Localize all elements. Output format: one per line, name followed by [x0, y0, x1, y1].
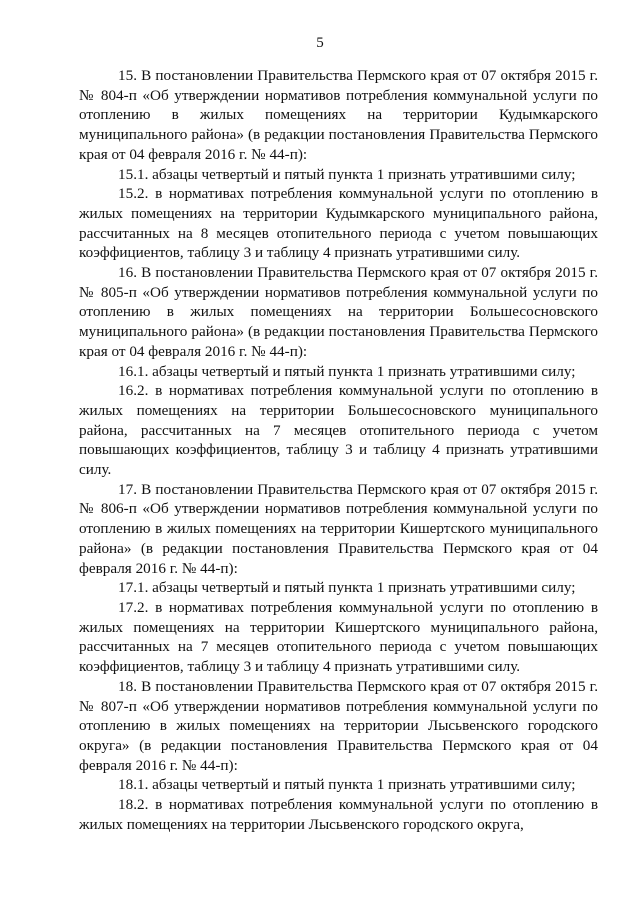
- page-number: 5: [316, 35, 324, 51]
- paragraph-16-2: 16.2. в нормативах потребления коммунальной услуги по отоплению в жилых помещениях на территории Большесосновского муниципального района, рассчитанных на 7 месяцев отопительного периода с учетом повышающих коэффициентов, таблицу 3 и таблицу 4 признать утратившими силу.: [79, 382, 598, 479]
- paragraph-16: 16. В постановлении Правительства Пермского края от 07 октября 2015 г. № 805-п «Об утверждении нормативов потребления коммунальной услуги по отоплению в жилых помещениях на территории Большесосновского муниципального района» (в редакции постановления Правительства Пермского края от 04 февраля 2016 г. № 44-п):: [79, 264, 598, 360]
- paragraph-15: 15. В постановлении Правительства Пермского края от 07 октября 2015 г. № 804-п «Об утверждении нормативов потребления коммунальной услуги по отоплению в жилых помещениях на территории Кудымкарского муниципального района» (в редакции постановления Правительства Пермского края от 04 февраля 2016 г. № 44-п):: [79, 67, 598, 163]
- paragraph-17-1: 17.1. абзацы четвертый и пятый пункта 1 признать утратившими силу;: [118, 579, 576, 597]
- paragraph-17-2: 17.2. в нормативах потребления коммунальной услуги по отоплению в жилых помещениях на территории Кишертского муниципального района, рассчитанных на 7 месяцев отопительного периода с учетом повышающих коэффициентов, таблицу 3 и таблицу 4 признать утратившими силу.: [79, 598, 598, 676]
- paragraph-18: 18. В постановлении Правительства Пермского края от 07 октября 2015 г. № 807-п «Об утверждении нормативов потребления коммунальной услуги по отоплению в жилых помещениях на территории Лысьвенского городского округа» (в редакции постановления Правительства Пермского края от 04 февраля 2016 г. № 44-п):: [79, 677, 598, 774]
- paragraph-17: 17. В постановлении Правительства Пермского края от 07 октября 2015 г. № 806-п «Об утверждении нормативов потребления коммунальной услуги по отоплению в жилых помещениях на территории Кишертского муниципального района» (в редакции постановления Правительства Пермского края от 04 февраля 2016 г. № 44-п):: [79, 480, 598, 577]
- paragraph-18-1: 18.1. абзацы четвертый и пятый пункта 1 признать утратившими силу;: [118, 776, 576, 794]
- paragraph-15-1: 15.1. абзацы четвертый и пятый пункта 1 признать утратившими силу;: [118, 165, 576, 183]
- paragraph-18-2: 18.2. в нормативах потребления коммунальной услуги по отоплению в жилых помещениях на территории Лысьвенского городского округа,: [79, 796, 598, 833]
- paragraph-15-2: 15.2. в нормативах потребления коммунальной услуги по отоплению в жилых помещениях на территории Кудымкарского муниципального района, рассчитанных на 8 месяцев отопительного периода с учетом повышающих коэффициентов, таблицу 3 и таблицу 4 признать утратившими силу.: [79, 185, 598, 262]
- document-body: [79, 66, 598, 834]
- paragraph-16-1: 16.1. абзацы четвертый и пятый пункта 1 признать утратившими силу;: [118, 362, 576, 380]
